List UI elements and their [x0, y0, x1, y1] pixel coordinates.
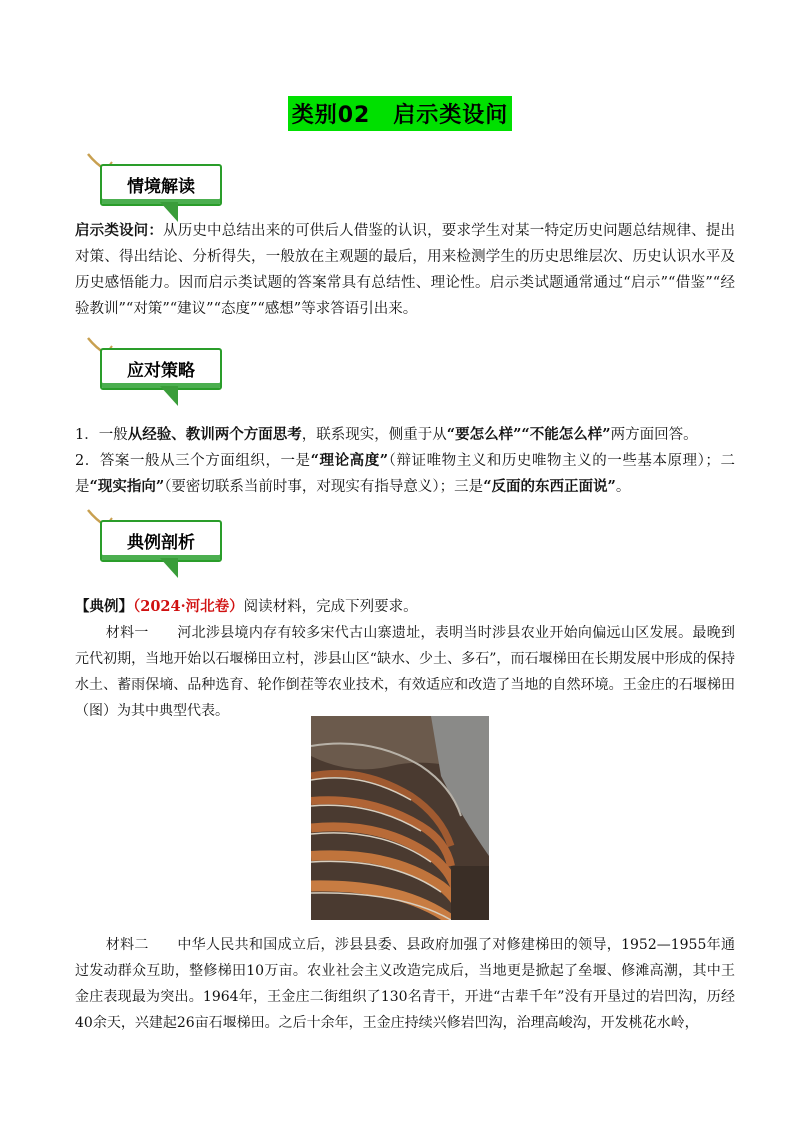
material-1: 材料一 河北涉县境内存有较多宋代古山寨遗址，表明当时涉县农业开始向偏远山区发展。最晚到元代初期，当地开始以石堰梯田立村，涉县山区“缺水、少土、多石”，而石堰梯田在长期发展中形成的保持水土、蓄雨保墒、品种选育、轮作倒茬等农业技术，有效适应和改造了当地的自然环境。王金庄的石堰梯田（图）为其中典型代表。 — [75, 625, 735, 719]
section-label: 情境解读 — [127, 177, 195, 197]
terrace-image-icon — [311, 716, 489, 920]
page-title: 类别02 启示类设问 — [288, 96, 513, 131]
intro-paragraph — [75, 218, 735, 322]
section-header-strategy — [82, 336, 232, 416]
section-box — [100, 164, 222, 206]
text-run: 。 — [615, 479, 631, 495]
intro-lead: 启示类设问： — [75, 222, 164, 239]
strategy-point-1 — [75, 422, 735, 448]
text-run: （辩证唯物主义和历史唯物主义的一些基本原理）；二是 — [75, 453, 735, 495]
emphasis-run: “反面的东西正面说” — [483, 478, 616, 495]
text-run: 2．答案一般从三个方面组织，一是 — [75, 453, 311, 469]
section-label: 典例剖析 — [127, 533, 195, 553]
material-2: 材料二 中华人民共和国成立后，涉县县委、县政府加强了对修建梯田的领导，1952—1955年通过发动群众互助，整修梯田10万亩。农业社会主义改造完成后，当地更是掀起了垒堰、修滩高潮，其中王金庄表现最为突出。1964年，王金庄二街组织了130名青干，开进“古辈千年”没有开垦过的岩凹沟，历经40余天，兴建起26亩石堰梯田。之后十余年，王金庄持续兴修岩凹沟，治理高峻沟，开发桃花水岭， — [75, 937, 735, 1031]
ribbon-tail-icon — [160, 386, 178, 406]
example-source: （2024·河北卷） — [133, 598, 244, 615]
emphasis-run: 从经验、教训两个方面思考 — [127, 426, 302, 443]
emphasis-run: “理论高度” — [310, 452, 389, 469]
section-box — [100, 348, 222, 390]
emphasis-run: “现实指向” — [89, 478, 165, 495]
intro-text: 从历史中总结出来的可供后人借鉴的认识，要求学生对某一特定历史问题总结规律、提出对策、得出结论、分析得失，一般放在主观题的最后，用来检测学生的历史思维层次、历史认识水平及历史感悟能力。因而启示类试题的答案常具有总结性、理论性。启示类试题通常通过“启示”“借鉴”“经验教训”“对策”“建议”“态度”“感想”等求答语引出来。 — [75, 223, 736, 317]
section-box — [100, 520, 222, 562]
example-instruction: 阅读材料，完成下列要求。 — [243, 599, 418, 615]
ribbon-tail-icon — [160, 558, 178, 578]
terraced-fields-photo — [311, 716, 489, 920]
text-run: 两方面回答。 — [610, 427, 698, 443]
text-run: ，联系现实，侧重于从 — [301, 427, 447, 443]
section-header-example — [82, 508, 232, 588]
title-wrap — [0, 96, 800, 131]
emphasis-run: “要怎么样”“不能怎么样” — [446, 426, 611, 443]
example-tag: 【典例】 — [75, 598, 133, 615]
text-run: （要密切联系当前时事，对现实有指导意义）；三是 — [164, 479, 484, 495]
example-heading — [75, 594, 735, 620]
text-run: 1．一般 — [75, 427, 128, 443]
strategy-point-2 — [75, 448, 735, 500]
section-label: 应对策略 — [127, 361, 195, 381]
